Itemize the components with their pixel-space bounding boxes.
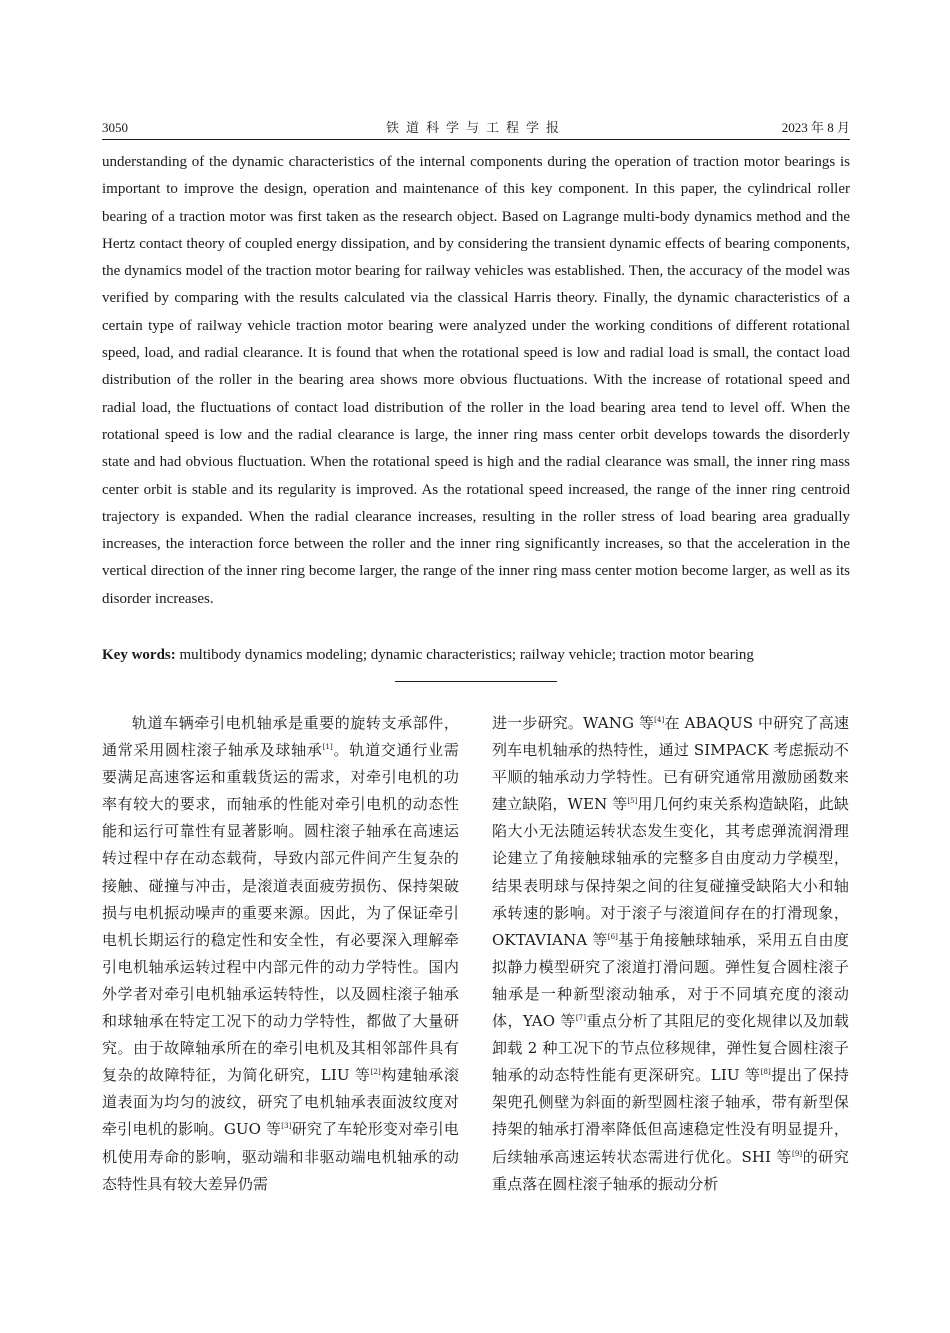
citation: [8] — [760, 1068, 771, 1077]
citation: [7] — [575, 1014, 587, 1023]
journal-name: 铁道科学与工程学报 — [385, 120, 566, 135]
english-abstract — [102, 149, 850, 613]
citation: [5] — [627, 797, 638, 806]
citation: [2] — [370, 1068, 381, 1077]
text-run: 进一步研究。WANG 等 — [492, 714, 655, 732]
citation: [4] — [654, 716, 665, 724]
keywords-text: multibody dynamics modeling; dynamic characteristics; railway vehicle; traction motor bearing — [179, 647, 754, 663]
citation: [3] — [281, 1122, 292, 1131]
text-run: 用几何约束关系构造缺陷，此缺陷大小无法随运转状态发生变化，其考虑弹流润滑理论建立了角接触球轴承的完整多自由度动力学模型，结果表明球与保持架之间的往复碰撞受缺陷大小和轴承转速的影响。对于滚子与滚道间存在的打滑现象，OKTAVIANA 等 — [492, 795, 850, 949]
body-column-right — [492, 710, 849, 1198]
text-run: 。轨道交通行业需要满足高速客运和重载货运的需求，对牵引电机的功率有较大的要求，而轴承的性能对牵引电机的动态性能和运行可靠性有显著影响。圆柱滚子轴承在高速运转过程中存在动态载荷，导致内部元件间产生复杂的接触、碰撞与冲击，是滚道表面疲劳损伤、保持架破损与电机振动噪声的重要来源。因此，为了保证牵引电机长期运行的稳定性和安全性，有必要深入理解牵引电机轴承运转过程中内部元件的动力学特性。国内外学者对牵引电机轴承运转特性，以及圆柱滚子轴承和球轴承在特定工况下的动力学特性，都做了大量研究。由于故障轴承所在的牵引电机及其相邻部件具有复杂的故障特征，为简化研究，LIU 等 — [102, 741, 459, 1085]
issue-date: 2023 年 8 月 — [781, 120, 850, 135]
section-separator — [395, 681, 557, 682]
abstract-text: understanding of the dynamic characteristics of the internal components during the operation of traction motor bearings is important to improve the design, operation and maintenance of this key component. In this paper, the cylindrical roller bearing of a traction motor was first taken as the research object. Based on Lagrange multi-body dynamics method and the Hertz contact theory of coupled energy dissipation, and by considering the transient dynamic effects of bearing components, the dynamics model of the traction motor bearing for railway vehicles was established. Then, the accuracy of the model was verified by comparing with the results calculated via the classical Harris theory. Finally, the dynamic characteristics of a certain type of railway vehicle traction motor bearing were analyzed under the working conditions of different rotational speed, load, and radial clearance. It is found that when the rotational speed is low and radial load is small, the contact load distribution of the roller in the bearing area shows more obvious fluctuations. With the increase of rotational speed and radial load, the fluctuations of contact load distribution of the roller in the load bearing area tend to level off. When the rotational speed is low and the radial clearance is large, the inner ring mass center orbit develops towards the disorderly state and had obvious fluctuation. When the rotational speed is high and the radial clearance was small, the inner ring mass center orbit is stable and its regularity is improved. As the rotational speed increased, the range of the inner ring centroid trajectory is expanded. When the radial clearance increases, resulting in the roller stress of load bearing area gradually increases, the interaction force between the roller and the inner ring significantly increases, so that the acceleration in the vertical direction of the inner ring become larger, the range of the inner ring mass center motion become larger, as well as its disorder increases. — [102, 154, 850, 607]
text-run: 构建轴承滚道表面为均匀的波纹，研究了电机轴承表面波纹度对牵引电机的影响。GUO 等 — [102, 1066, 459, 1139]
page-number: 3050 — [102, 120, 128, 135]
keywords — [102, 642, 850, 669]
text-run: 基于角接触球轴承，采用五自由度拟静力模型研究了滚道打滑问题。弹性复合圆柱滚子轴承是一种新型滚动轴承，对于不同填充度的滚动体，YAO 等 — [492, 930, 849, 1031]
citation: [9] — [792, 1149, 803, 1158]
intro-paragraph — [102, 710, 459, 1198]
text-run: 在 ABAQUS 中研究了高速列车电机轴承的热特性，通过 SIMPACK 考虑振动不平顺的轴承动力学特性。已有研究通常用激励函数来建立缺陷，WEN 等 — [492, 714, 849, 814]
keywords-label: Key words: — [102, 647, 176, 663]
running-header — [102, 117, 850, 140]
text-run: 轨道车辆牵引电机轴承是重要的旋转支承部件，通常采用圆柱滚子轴承及球轴承 — [102, 714, 459, 760]
text-run: 重点分析了其阻尼的变化规律以及加载卸载 2 种工况下的节点位移规律，弹性复合圆柱滚子轴承的动态特性能有更深研究。LIU 等 — [492, 1012, 849, 1085]
text-run: 研究了车轮形变对牵引电机使用寿命的影响，驱动端和非驱动端电机轴承的动态特性具有较大差异仍需 — [102, 1120, 459, 1193]
text-run: 的研究重点落在圆柱滚子轴承的振动分析 — [492, 1147, 849, 1193]
citation: [6] — [607, 932, 619, 941]
body-column-left — [102, 710, 459, 1198]
text-run: 提出了保持架兜孔侧壁为斜面的新型圆柱滚子轴承，带有新型保持架的轴承打滑率降低但高速稳定性没有明显提升，后续轴承高速运转状态需进行优化。SHI 等 — [492, 1066, 849, 1166]
citation: [1] — [322, 743, 333, 752]
intro-paragraph-continued — [492, 710, 849, 1198]
